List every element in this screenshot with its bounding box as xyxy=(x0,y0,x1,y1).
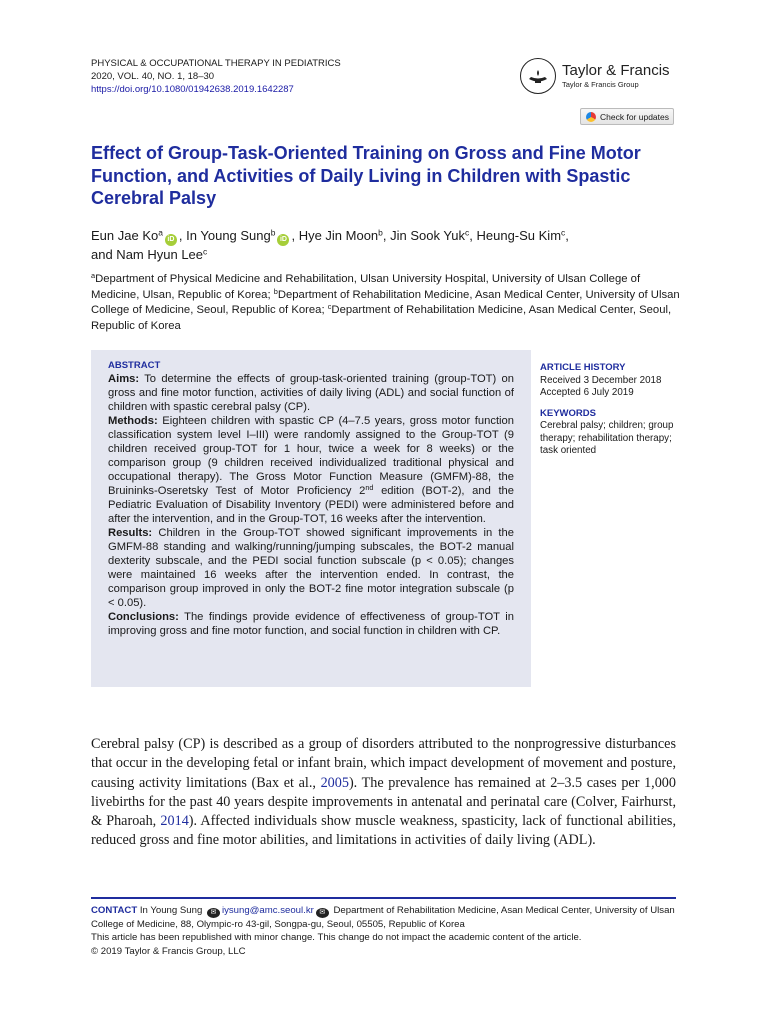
orcid-icon[interactable]: iD xyxy=(165,234,177,246)
affiliation-text: Department of Rehabilitation Medicine, Asan Medical Center, University of Ulsan College of Medicine, Seoul, Republic of Korea; xyxy=(91,288,680,316)
contact-name: In Young Sung xyxy=(137,905,205,916)
doi-link[interactable]: https://doi.org/10.1080/01942638.2019.1642287 xyxy=(91,84,294,95)
crossmark-icon xyxy=(586,112,596,122)
results-text: Children in the Group-TOT showed significant improvements in the GMFM-88 standing and walking/running/jumping subscales, the BOT-2 manual dexterity subscale, and the PEDI social function subscale (p < 0.05); changes were maintained 16 weeks after the intervention ended. In contrast, the comparison group improved in only the BOT-2 fine motor integration subscale (p < 0.05). xyxy=(108,527,514,609)
affiliation-mark: b xyxy=(273,286,278,296)
affiliation-mark: a xyxy=(91,270,96,280)
article-title: Effect of Group-Task-Oriented Training on Gross and Fine Motor Function, and Activities of Daily Living in Children with Spastic Cerebral Palsy xyxy=(91,143,641,208)
orcid-icon[interactable]: iD xyxy=(277,234,289,246)
body-paragraph xyxy=(91,735,676,851)
contact-info xyxy=(91,904,681,931)
affiliation-mark: c xyxy=(327,301,332,311)
author-separator: , xyxy=(469,228,477,243)
conclusions-label: Conclusions: xyxy=(108,611,179,623)
author-affiliation-mark: b xyxy=(270,227,276,238)
body-text-1: Cerebral palsy (CP) is described as a group of disorders attributed to the nonprogressive disturbances that occur in the developing fetal or infant brain, which impact development of movement and posture, causing activity limitations (Bax et al., xyxy=(91,736,676,791)
received-date: Received 3 December 2018 xyxy=(540,374,662,386)
copyright: © 2019 Taylor & Francis Group, LLC xyxy=(91,945,246,957)
abstract-body xyxy=(108,372,514,638)
address-icon: ✉ xyxy=(316,908,329,918)
methods-text-continued: edition (BOT-2), and the Pediatric Evaluation of Disability Inventory (PEDI) were administered before and after the intervention, and in the Group-TOT, 16 weeks after the intervention. xyxy=(108,485,514,525)
abstract-box xyxy=(91,350,531,687)
author-name: Jin Sook Yuk xyxy=(390,228,466,243)
methods-superscript: nd xyxy=(365,483,374,492)
aims-text: To determine the effects of group-task-oriented training (group-TOT) on gross and fine motor function, activities of daily living (ADL) and social function of children with spastic cerebral palsy (CP). xyxy=(108,373,514,413)
check-for-updates-button[interactable] xyxy=(580,108,674,125)
author-name: and Nam Hyun Lee xyxy=(91,247,204,262)
methods-label: Methods: xyxy=(108,415,158,427)
check-updates-label: Check for updates xyxy=(600,111,669,122)
article-history-heading: ARTICLE HISTORY xyxy=(540,362,626,373)
accepted-date: Accepted 6 July 2019 xyxy=(540,387,634,398)
lamp-icon xyxy=(520,58,556,94)
publisher-name: Taylor & Francis xyxy=(562,62,670,79)
affiliation-text: Department of Rehabilitation Medicine, Asan Medical Center, Seoul, Republic of Korea xyxy=(91,304,672,332)
aims-label: Aims: xyxy=(108,373,140,385)
body-text-3: ). Affected individuals show muscle weakness, spasticity, lack of functional abilities, reduced gross and fine motor abilities, and limitations in activities of daily living (ADL). xyxy=(91,813,677,849)
author-affiliation-mark: c xyxy=(465,227,470,238)
author-separator: , xyxy=(178,228,187,243)
author-separator: , xyxy=(565,228,569,243)
contact-label: CONTACT xyxy=(91,905,138,916)
contact-email-link[interactable]: iysung@amc.seoul.kr xyxy=(221,905,314,916)
methods-text: Eighteen children with spastic CP (4–7.5 years, gross motor function classification system level I–III) were randomly assigned to the Group-TOT (9 children received group-TOT for 1 hour, twice a week for 8 weeks) or the comparison group (9 children received individualized traditional physical and occupational therapy). The Gross Motor Function Measure (GMFM)-88, the Bruininks-Oseretsky Test of Motor Proficiency 2 xyxy=(108,415,514,497)
author-affiliation-mark: c xyxy=(561,227,566,238)
email-icon: ✉ xyxy=(207,908,220,918)
republication-note: This article has been republished with minor change. This change do not impact the academic content of the article. xyxy=(91,932,582,944)
journal-name: PHYSICAL & OCCUPATIONAL THERAPY IN PEDIATRICS xyxy=(91,58,341,69)
author-list xyxy=(91,227,681,265)
conclusions-text: The findings provide evidence of effectiveness of group-TOT in improving gross and fine motor function, and social function in children with CP. xyxy=(108,611,514,637)
author-name: Heung-Su Kim xyxy=(476,228,562,243)
keywords-heading: KEYWORDS xyxy=(540,407,596,419)
footer xyxy=(91,904,681,958)
author-name: Hye Jin Moon xyxy=(298,228,379,243)
abstract-heading: ABSTRACT xyxy=(108,360,161,371)
publisher-group: Taylor & Francis Group xyxy=(562,80,639,89)
affiliation-text: Department of Physical Medicine and Rehabilitation, Ulsan University Hospital, University of Ulsan College of Medicine, Ulsan, Republic of Korea; xyxy=(91,273,641,301)
author-affiliation-mark: c xyxy=(203,246,208,257)
affiliations xyxy=(91,272,681,334)
publisher-logo[interactable] xyxy=(520,58,670,94)
results-label: Results: xyxy=(108,527,153,539)
author-affiliation-mark: a xyxy=(158,227,163,238)
citation-link-2005[interactable]: 2005 xyxy=(320,774,349,791)
citation-link-2014[interactable]: 2014 xyxy=(160,813,189,830)
journal-volume: 2020, VOL. 40, NO. 1, 18–30 xyxy=(91,71,215,82)
body-text-2: ). The prevalence has remained at 2–3.5 cases per 1,000 livebirths for the past 40 years despite improvements in antenatal and perinatal care (Colver, Fairhurst, & Pharoah, xyxy=(91,774,676,830)
keywords-text: Cerebral palsy; children; group therapy; rehabilitation therapy; task oriented xyxy=(540,420,674,456)
contact-address: Department of Rehabilitation Medicine, Asan Medical Center, University of Ulsan College of Medicine, 88, Olympic-ro 43-gil, Songpa-gu, Seoul, 05505, Republic of Korea xyxy=(91,905,675,930)
author-separator: , xyxy=(291,228,299,243)
journal-header xyxy=(91,57,341,96)
footer-divider xyxy=(91,897,676,899)
author-name: Eun Jae Ko xyxy=(91,228,159,243)
article-sidebar xyxy=(540,362,690,458)
author-separator: , xyxy=(382,228,391,243)
author-affiliation-mark: b xyxy=(378,227,383,238)
author-name: In Young Sung xyxy=(186,228,271,243)
